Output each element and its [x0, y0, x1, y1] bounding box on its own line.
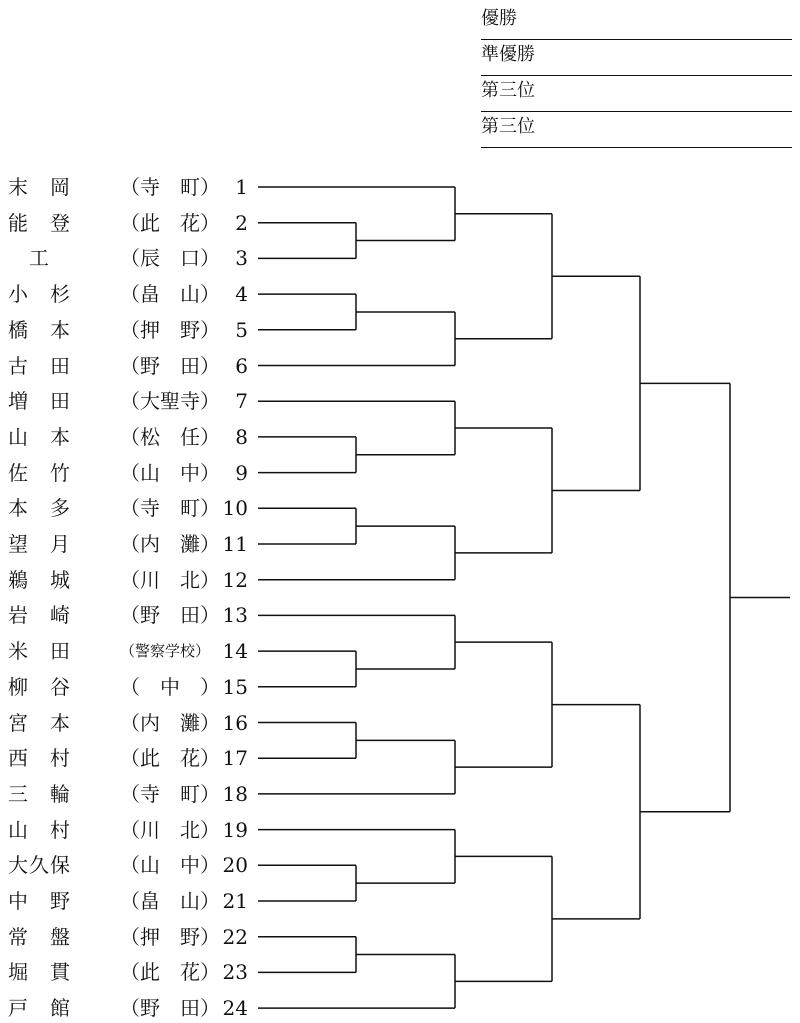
entrant-seed: 8	[235, 424, 248, 449]
entrant-school: （大聖寺）	[120, 389, 220, 414]
entrant-school: （野 田）	[120, 996, 220, 1021]
entrant-seed: 18	[222, 781, 248, 806]
entrant-seed: 10	[222, 496, 248, 521]
entrant-name: 米 田	[8, 639, 71, 664]
entrant-seed: 19	[222, 817, 248, 842]
entrant-seed: 24	[222, 996, 248, 1021]
entrant-name: 岩 崎	[8, 603, 71, 628]
entrant-name: 山 本	[8, 424, 71, 449]
entrant-name: 堀 貫	[8, 960, 71, 985]
entrant-school: （松 任）	[120, 424, 220, 449]
entrant-school: （寺 町）	[120, 496, 220, 521]
entrant-seed: 12	[222, 567, 248, 592]
third-place-label: 第三位	[481, 80, 535, 101]
entrant-seed: 16	[222, 710, 248, 735]
entrant-name: 本 多	[8, 496, 71, 521]
entrant-name: 橋 本	[8, 317, 71, 342]
entrant-school: （川 北）	[120, 567, 220, 592]
entrant-school: （畠 山）	[120, 282, 220, 307]
champion-label: 優勝	[481, 8, 517, 29]
entrant-seed: 6	[235, 353, 248, 378]
entrant-name: 末 岡	[8, 175, 71, 199]
entrant-seed: 1	[235, 175, 248, 199]
entrant-name: 三 輪	[8, 781, 71, 806]
entrant-seed: 7	[235, 389, 248, 414]
entrant-school: （押 野）	[120, 924, 220, 949]
entrant-school: （辰 口）	[120, 246, 220, 271]
entrant-seed: 2	[235, 210, 248, 235]
entrant-seed: 3	[235, 246, 248, 271]
third-place-label: 第三位	[481, 116, 535, 137]
entrant-name: 工	[8, 246, 50, 271]
entrant-seed: 9	[235, 460, 248, 485]
entrant-name: 常 盤	[8, 924, 71, 949]
entrant-name: 望 月	[8, 532, 71, 556]
entrant-name: 大久保	[8, 853, 71, 878]
entrant-school: （ 中 ）	[120, 674, 220, 699]
entrant-name: 宮 本	[8, 710, 71, 735]
entrant-school: （此 花）	[120, 960, 220, 985]
entrant-name: 増 田	[8, 389, 71, 414]
entrant-name: 戸 館	[8, 996, 71, 1021]
entrant-school: （押 野）	[120, 317, 220, 342]
entrant-seed: 13	[222, 603, 248, 628]
entrant-school: （野 田）	[120, 603, 220, 628]
entrant-seed: 23	[222, 960, 248, 985]
entrant-name: 柳 谷	[8, 674, 71, 699]
entrant-seed: 17	[222, 746, 248, 771]
entrant-name: 古 田	[8, 353, 71, 378]
entrant-school: （此 花）	[120, 210, 220, 235]
entrant-name: 佐 竹	[8, 460, 71, 485]
entrant-name: 西 村	[8, 746, 71, 771]
entrant-seed: 14	[222, 639, 248, 664]
entrant-school: （川 北）	[120, 817, 220, 842]
entrant-seed: 22	[222, 924, 248, 949]
entrant-school: （此 花）	[120, 746, 220, 771]
entrant-name: 山 村	[8, 817, 71, 842]
entrant-name: 鵜 城	[8, 567, 71, 592]
entrant-seed: 21	[222, 889, 248, 913]
entrant-school: （畠 山）	[120, 889, 220, 913]
entrant-seed: 5	[235, 317, 248, 342]
entrant-seed: 20	[222, 853, 248, 878]
entrant-seed: 11	[222, 532, 248, 556]
entrant-name: 能 登	[8, 210, 71, 235]
entrant-name: 中 野	[8, 889, 71, 913]
entrant-school: （警察学校）	[120, 642, 211, 661]
entrant-school: （寺 町）	[120, 781, 220, 806]
entrant-seed: 15	[222, 674, 248, 699]
entrant-school: （内 灘）	[120, 710, 220, 735]
entrant-school: （野 田）	[120, 353, 220, 378]
entrant-seed: 4	[235, 282, 248, 307]
entrant-school: （寺 町）	[120, 175, 220, 199]
entrant-school: （山 中）	[120, 460, 220, 485]
entrant-school: （山 中）	[120, 853, 220, 878]
runner-up-label: 準優勝	[481, 44, 535, 65]
entrant-school: （内 灘）	[120, 532, 220, 556]
entrant-name: 小 杉	[8, 282, 71, 307]
